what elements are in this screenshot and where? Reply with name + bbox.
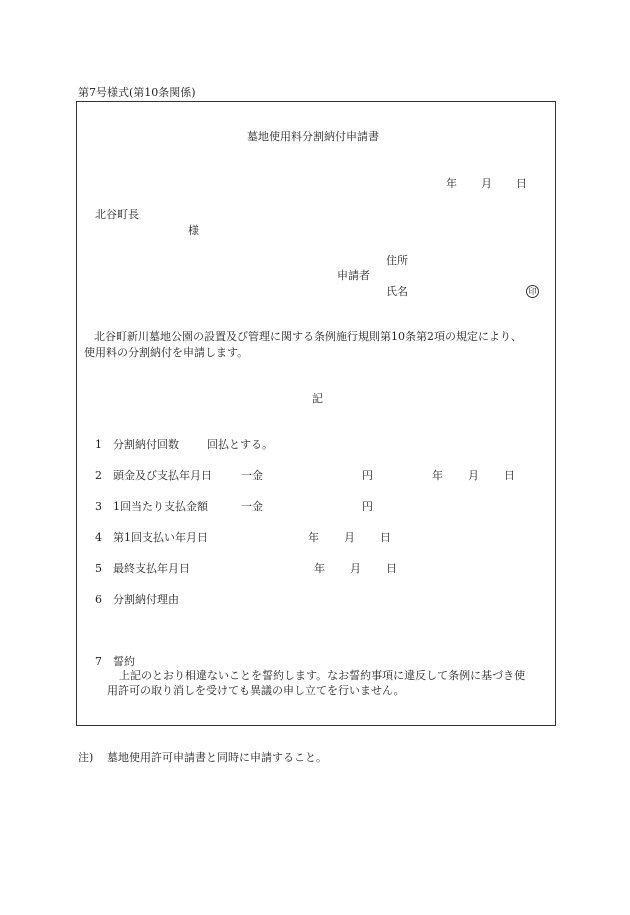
pledge-text-line-2: 用許可の取り消しを受けても異議の申し立てを行いません。 (107, 684, 405, 697)
ki-heading: 記 (312, 392, 323, 405)
item-2-month: 月 (468, 469, 479, 482)
item-6-label: 分割納付理由 (113, 593, 179, 606)
form-frame (76, 101, 556, 726)
item-2-label: 頭金及び支払年月日 (113, 469, 212, 482)
item-2-yen: 円 (362, 469, 373, 482)
item-5-label: 最終支払年月日 (113, 562, 190, 575)
applicant-label: 申請者 (337, 269, 370, 282)
item-4-year: 年 (308, 531, 319, 544)
item-7-label: 誓約 (113, 655, 135, 668)
item-2-year: 年 (432, 469, 443, 482)
item-6-number: 6 (95, 593, 102, 606)
item-3-number: 3 (95, 500, 102, 513)
item-1-suffix: 回払とする。 (207, 438, 273, 451)
addressee-name: 北谷町長 (95, 208, 139, 221)
addressee-honorific: 様 (188, 224, 199, 237)
date-year-label: 年 (446, 177, 457, 190)
date-day-label: 日 (516, 177, 527, 190)
item-1-number: 1 (95, 438, 102, 451)
item-3-kin: 一金 (241, 500, 263, 513)
item-2-day: 日 (504, 469, 515, 482)
item-4-month: 月 (344, 531, 355, 544)
item-5-month: 月 (350, 562, 361, 575)
body-text-line-2: 使用料の分割納付を申請します。 (84, 346, 249, 359)
form-title: 墓地使用料分割納付申請書 (247, 130, 379, 143)
address-label: 住所 (386, 254, 408, 267)
item-5-number: 5 (95, 562, 102, 575)
item-5-day: 日 (386, 562, 397, 575)
item-4-day: 日 (380, 531, 391, 544)
date-month-label: 月 (481, 177, 492, 190)
item-7-number: 7 (95, 655, 102, 668)
item-5-year: 年 (314, 562, 325, 575)
item-2-kin: 一金 (241, 469, 263, 482)
item-2-number: 2 (95, 469, 102, 482)
item-4-label: 第1回支払い年月日 (113, 531, 208, 544)
pledge-text-line-1: 上記のとおり相違ないことを誓約します。なお誓約事項に違反して条例に基づき使 (119, 669, 526, 682)
item-1-label: 分割納付回数 (113, 438, 179, 451)
item-3-yen: 円 (362, 500, 373, 513)
body-text-line-1: 北谷町新川墓地公園の設置及び管理に関する条例施行規則第10条第2項の規定により、 (94, 330, 522, 343)
item-4-number: 4 (95, 531, 102, 544)
seal-mark: 印 (526, 285, 539, 298)
item-3-label: 1回当たり支払金額 (113, 500, 208, 513)
form-number-header: 第7号様式(第10条関係) (78, 86, 196, 99)
name-label: 氏名 (386, 285, 408, 298)
note-text: 墓地使用許可申請書と同時に申請すること。 (107, 751, 327, 764)
note-label: 注) (78, 751, 94, 764)
